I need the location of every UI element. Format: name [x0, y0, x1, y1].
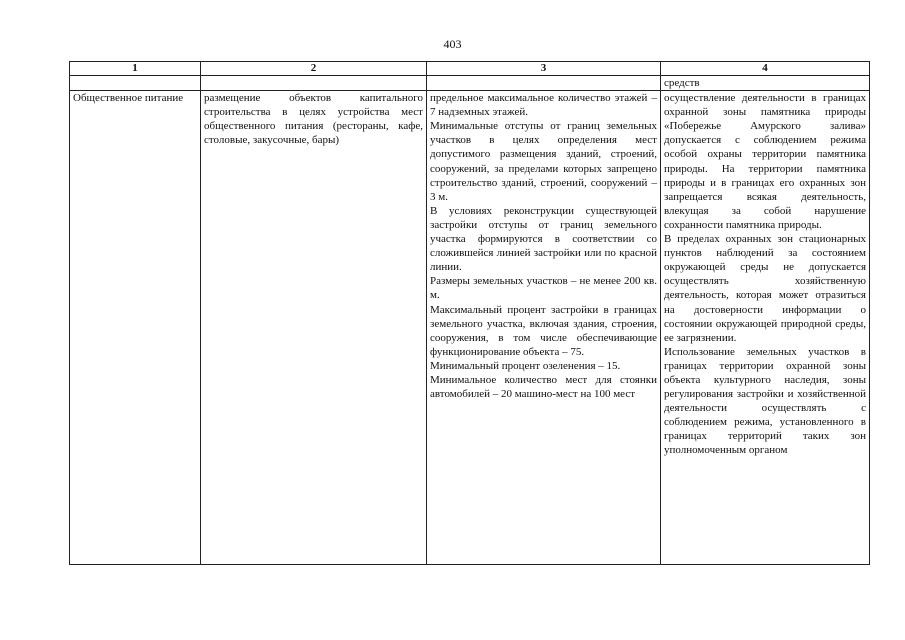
restrictions-cell	[661, 91, 870, 565]
column-header-4: 4	[661, 62, 870, 76]
carryover-row	[70, 76, 870, 91]
parameter-paragraph: Минимальные отступы от границ земельных участков в целях определения мест допустимого размещения зданий, строений, сооружений, за пределами которых запрещено строительство зданий, строений, сооружений – 3 м.	[430, 120, 657, 203]
carryover-cell-3	[427, 76, 661, 91]
table-row	[70, 91, 870, 565]
column-header-2: 2	[201, 62, 427, 76]
page-number: 403	[443, 37, 462, 51]
parameter-paragraph: Минимальное количество мест для стоянки автомобилей – 20 машино-мест на 100 мест	[430, 373, 657, 401]
carryover-cell-2	[201, 76, 427, 91]
restriction-paragraph: Использование земельных участков в границах территории охранной зоны объекта культурного наследия, зоны регулирования застройки и хозяйственной деятельности осуществлять с соблюдением режима, установленного в границах территорий таких зон уполномоченным органом	[664, 345, 866, 457]
carryover-cell-1	[70, 76, 201, 91]
restriction-paragraph: В пределах охранных зон стационарных пунктов наблюдений за состоянием окружающей среды не допускается осуществлять хозяйственную деятельность, которая может отразиться на достоверности информации о состоянии окружающей природной среды, ее загрязнении.	[664, 233, 866, 344]
regulation-table	[69, 61, 870, 565]
use-type-cell: Общественное питание	[70, 91, 201, 565]
parameter-paragraph: предельное максимальное количество этажей – 7 надземных этажей.	[430, 92, 657, 119]
parameters-cell	[427, 91, 661, 565]
column-header-1: 1	[70, 62, 201, 76]
parameter-paragraph: Размеры земельных участков – не менее 200 кв. м.	[430, 275, 657, 302]
use-description-cell: размещение объектов капитального строительства в целях устройства мест общественного питания (рестораны, кафе, столовые, закусочные, бары)	[201, 91, 427, 565]
parameter-paragraph: Максимальный процент застройки в границах земельного участка, включая здания, строения, сооружения, в том числе обеспечивающие функционирование объекта – 75.	[430, 303, 657, 358]
parameter-paragraph: В условиях реконструкции существующей застройки отступы от границ земельного участка формируются в соответствии со сложившейся линией застройки или по красной линии.	[430, 204, 657, 274]
table-header-row	[70, 62, 870, 76]
carryover-cell-4: средств	[661, 76, 870, 91]
restriction-paragraph: осуществление деятельности в границах охранной зоны памятника природы «Побережье Амурского залива» допускается с соблюдением режима особой охраны территории памятника природы. На территории памятника природы и в границах его охранных зон запрещается всякая деятельность, влекущая за собой нарушение сохранности памятника природы.	[664, 92, 866, 231]
column-header-3: 3	[427, 62, 661, 76]
parameter-paragraph: Минимальный процент озеленения – 15.	[430, 359, 621, 372]
